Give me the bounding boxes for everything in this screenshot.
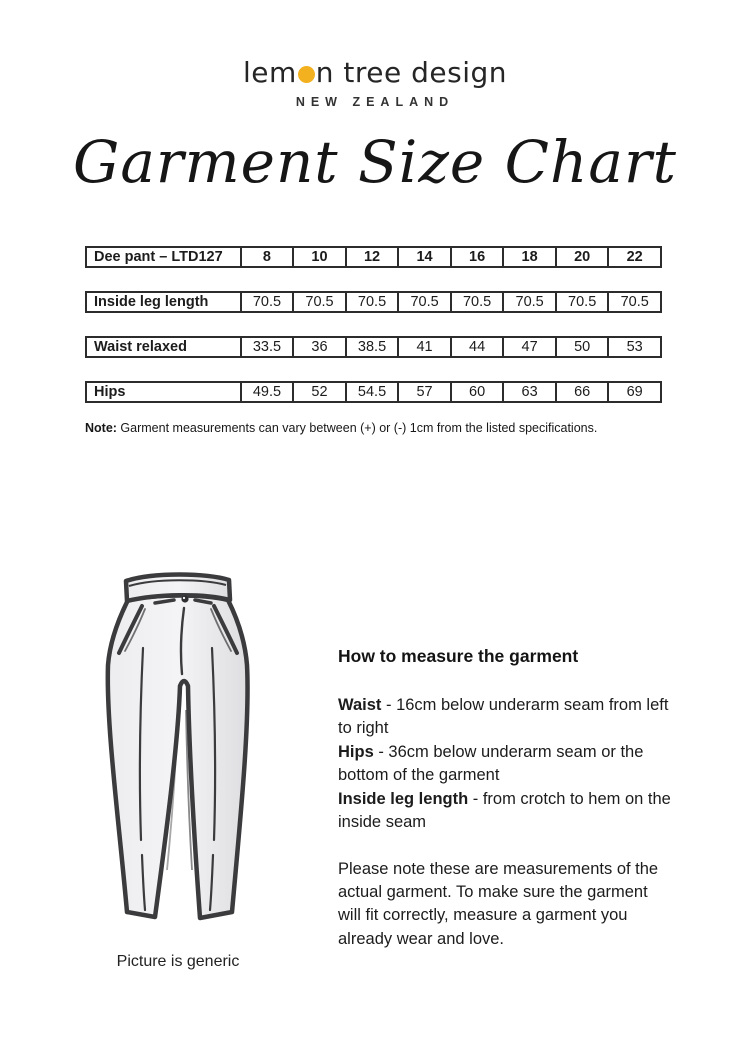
logo-text-pre: lem (242, 56, 297, 89)
pants-illustration (98, 560, 254, 925)
size-table-row (85, 336, 662, 358)
size-cell: 22 (626, 249, 643, 265)
row-label: Dee pant – LTD127 (87, 248, 242, 266)
value-cell: 70.5 (557, 293, 610, 311)
value-cell: 54.5 (347, 383, 400, 401)
size-cell: 20 (557, 248, 610, 266)
guide-item (338, 694, 674, 741)
size-table-header-row (85, 246, 662, 268)
brand-logo (243, 56, 507, 89)
value-cell: 53 (626, 339, 643, 355)
size-cell: 18 (504, 248, 557, 266)
size-cell: 12 (347, 248, 400, 266)
row-label: Waist relaxed (87, 338, 242, 356)
pants-icon (98, 560, 254, 925)
value-cell: 70.5 (294, 293, 347, 311)
guide-term: Inside leg length (338, 789, 469, 808)
guide-item (338, 788, 674, 835)
value-cell: 36 (294, 338, 347, 356)
size-table (85, 246, 662, 426)
note-text: Garment measurements can vary between (+) or (-) 1cm from the listed specifications. (116, 421, 598, 435)
figure-caption: Picture is generic (116, 953, 240, 970)
value-cell: 57 (399, 383, 452, 401)
value-cell: 49.5 (242, 383, 295, 401)
guide-term: Hips (338, 742, 374, 761)
value-cell: 70.5 (242, 293, 295, 311)
page-title: Garment Size Chart (72, 128, 677, 196)
value-cell: 60 (452, 383, 505, 401)
guide-footnote: Please note these are measurements of the actual garment. To make sure the garment will fit correctly, measure a garment you already wear and love. (338, 859, 659, 948)
value-cell: 41 (399, 338, 452, 356)
note-line (85, 421, 685, 435)
size-cell: 14 (399, 248, 452, 266)
size-cell: 16 (452, 248, 505, 266)
value-cell: 66 (557, 383, 610, 401)
size-cell: 8 (242, 248, 295, 266)
row-label: Inside leg length (87, 293, 242, 311)
size-cell: 10 (294, 248, 347, 266)
guide-description: - 36cm below underarm seam or the bottom of the garment (338, 742, 644, 785)
value-cell: 63 (504, 383, 557, 401)
value-cell: 70.5 (620, 294, 649, 310)
brand-country: NEW ZEALAND (295, 95, 455, 109)
guide-description: - from crotch to hem on the inside seam (338, 789, 671, 832)
note-lead: Note: (85, 421, 117, 435)
guide-item (338, 741, 674, 788)
guide-heading: How to measure the garment (338, 646, 579, 666)
value-cell: 44 (452, 338, 505, 356)
value-cell: 47 (504, 338, 557, 356)
value-cell: 50 (557, 338, 610, 356)
value-cell: 70.5 (452, 293, 505, 311)
logo-text-post: n tree design (315, 56, 508, 89)
value-cell: 70.5 (399, 293, 452, 311)
brand-header (0, 56, 750, 109)
guide-items (338, 694, 674, 835)
row-label: Hips (87, 383, 242, 401)
guide-description: - 16cm below underarm seam from left to right (338, 696, 669, 738)
lemon-dot-icon (298, 66, 315, 83)
value-cell: 70.5 (347, 293, 400, 311)
value-cell: 69 (626, 384, 643, 400)
value-cell: 38.5 (347, 338, 400, 356)
value-cell: 52 (294, 383, 347, 401)
value-cell: 33.5 (242, 338, 295, 356)
measure-guide (338, 646, 674, 951)
size-table-row (85, 291, 662, 313)
guide-term: Waist (338, 696, 382, 714)
value-cell: 70.5 (504, 293, 557, 311)
size-table-row (85, 381, 662, 403)
